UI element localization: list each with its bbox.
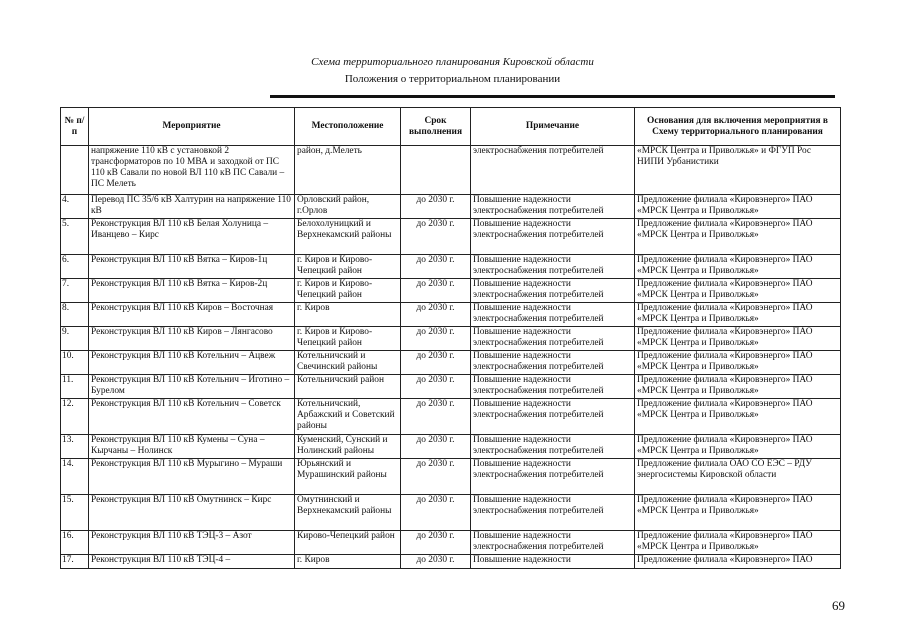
location-cell: г. Киров и Кирово-Чепецкий район — [295, 327, 401, 351]
row-number: 7. — [61, 279, 89, 303]
basis-cell: Предложение филиала «Кировэнерго» ПАО «МРСК Центра и Приволжья» — [635, 351, 841, 375]
column-header-note: Примечание — [471, 108, 635, 146]
row-number: 13. — [61, 435, 89, 459]
term-cell: до 2030 г. — [401, 531, 471, 555]
table-row — [61, 219, 841, 255]
note-cell: Повышение надежности электроснабжения потребителей — [471, 495, 635, 531]
basis-cell: Предложение филиала «Кировэнерго» ПАО «МРСК Центра и Приволжья» — [635, 399, 841, 435]
basis-cell: Предложение филиала «Кировэнерго» ПАО «МРСК Центра и Приволжья» — [635, 495, 841, 531]
column-header-event: Мероприятие — [89, 108, 295, 146]
row-number: 11. — [61, 375, 89, 399]
basis-cell: Предложение филиала «Кировэнерго» ПАО «МРСК Центра и Приволжья» — [635, 303, 841, 327]
term-cell: до 2030 г. — [401, 327, 471, 351]
event-cell: Реконструкция ВЛ 110 кВ Котельнич – Иготино – Бурелом — [89, 375, 295, 399]
page-number: 69 — [832, 598, 845, 613]
location-cell: г. Киров и Кирово-Чепецкий район — [295, 255, 401, 279]
term-cell: до 2030 г. — [401, 459, 471, 495]
location-cell: Омутнинский и Верхнекамский районы — [295, 495, 401, 531]
event-cell: Реконструкция ВЛ 110 кВ Вятка – Киров-1ц — [89, 255, 295, 279]
table-row — [61, 531, 841, 555]
table-row — [61, 255, 841, 279]
note-cell: Повышение надежности электроснабжения потребителей — [471, 375, 635, 399]
table-row — [61, 435, 841, 459]
event-cell: Реконструкция ВЛ 110 кВ Омутнинск – Кирс — [89, 495, 295, 531]
event-cell: Реконструкция ВЛ 110 кВ Котельнич – Ацвеж — [89, 351, 295, 375]
row-number: 10. — [61, 351, 89, 375]
column-header-number: № п/п — [61, 108, 89, 146]
note-cell: Повышение надежности электроснабжения потребителей — [471, 303, 635, 327]
column-header-term: Срок выполнения — [401, 108, 471, 146]
basis-cell: Предложение филиала «Кировэнерго» ПАО «МРСК Центра и Приволжья» — [635, 255, 841, 279]
event-cell: Перевод ПС 35/6 кВ Халтурин на напряжение 110 кВ — [89, 195, 295, 219]
table-row — [61, 375, 841, 399]
header-rule — [270, 95, 835, 98]
location-cell: Куменский, Сунский и Нолинский районы — [295, 435, 401, 459]
location-cell: г. Киров и Кирово-Чепецкий район — [295, 279, 401, 303]
location-cell: Котельничский, Арбажский и Советский районы — [295, 399, 401, 435]
term-cell: до 2030 г. — [401, 195, 471, 219]
basis-cell: Предложение филиала «Кировэнерго» ПАО «МРСК Центра и Приволжья» — [635, 279, 841, 303]
event-cell: напряжение 110 кВ с установкой 2 трансформаторов по 10 МВА и заходкой от ПС 110 кВ Савали по новой ВЛ 110 кВ ПС Савали – ПС Мелеть — [89, 146, 295, 195]
basis-cell: «МРСК Центра и Приволжья» и ФГУП Рос НИПИ Урбанистики — [635, 146, 841, 195]
note-cell: Повышение надежности электроснабжения потребителей — [471, 351, 635, 375]
location-cell: г. Киров — [295, 555, 401, 569]
note-cell: Повышение надежности электроснабжения потребителей — [471, 219, 635, 255]
note-cell: Повышение надежности электроснабжения потребителей — [471, 195, 635, 219]
document-subtitle: Положения о территориальном планировании — [344, 73, 561, 85]
note-cell: Повышение надежности — [471, 555, 635, 569]
note-cell: Повышение надежности электроснабжения потребителей — [471, 279, 635, 303]
term-cell: до 2030 г. — [401, 303, 471, 327]
row-number: 4. — [61, 195, 89, 219]
measures-table — [60, 107, 841, 569]
basis-cell: Предложение филиала «Кировэнерго» ПАО «МРСК Центра и Приволжья» — [635, 375, 841, 399]
location-cell: Юрьянский и Мурашинский районы — [295, 459, 401, 495]
row-number: 8. — [61, 303, 89, 327]
note-cell: Повышение надежности электроснабжения потребителей — [471, 459, 635, 495]
row-number: 15. — [61, 495, 89, 531]
note-cell: электроснабжения потребителей — [471, 146, 635, 195]
table-row — [61, 399, 841, 435]
note-cell: Повышение надежности электроснабжения потребителей — [471, 435, 635, 459]
event-cell: Реконструкция ВЛ 110 кВ Кумены – Суна – Кырчаны – Нолинск — [89, 435, 295, 459]
table-row — [61, 146, 841, 195]
column-header-location: Местоположение — [295, 108, 401, 146]
basis-cell: Предложение филиала «Кировэнерго» ПАО — [635, 555, 841, 569]
basis-cell: Предложение филиала «Кировэнерго» ПАО «МРСК Центра и Приволжья» — [635, 435, 841, 459]
event-cell: Реконструкция ВЛ 110 кВ Киров – Восточная — [89, 303, 295, 327]
row-number: 6. — [61, 255, 89, 279]
table-row — [61, 459, 841, 495]
page-header — [0, 55, 905, 86]
location-cell: Котельничский район — [295, 375, 401, 399]
location-cell: Котельничский и Свечинский районы — [295, 351, 401, 375]
row-number: 16. — [61, 531, 89, 555]
table-header-row — [61, 108, 841, 146]
term-cell: до 2030 г. — [401, 219, 471, 255]
location-cell: Орловский район, г.Орлов — [295, 195, 401, 219]
table-row — [61, 279, 841, 303]
row-number: 9. — [61, 327, 89, 351]
row-number: 5. — [61, 219, 89, 255]
table-row — [61, 303, 841, 327]
table-row — [61, 351, 841, 375]
event-cell: Реконструкция ВЛ 110 кВ Вятка – Киров-2ц — [89, 279, 295, 303]
term-cell: до 2030 г. — [401, 375, 471, 399]
event-cell: Реконструкция ВЛ 110 кВ ТЭЦ-3 – Азот — [89, 531, 295, 555]
event-cell: Реконструкция ВЛ 110 кВ Белая Холуница – Иванцево – Кирс — [89, 219, 295, 255]
basis-cell: Предложение филиала ОАО СО ЕЭС – РДУ энергосистемы Кировской области — [635, 459, 841, 495]
note-cell: Повышение надежности электроснабжения потребителей — [471, 255, 635, 279]
table-row — [61, 555, 841, 569]
term-cell: до 2030 г. — [401, 399, 471, 435]
basis-cell: Предложение филиала «Кировэнерго» ПАО «МРСК Центра и Приволжья» — [635, 327, 841, 351]
table-row — [61, 495, 841, 531]
event-cell: Реконструкция ВЛ 110 кВ Котельнич – Советск — [89, 399, 295, 435]
location-cell: Белохолуницкий и Верхнекамский районы — [295, 219, 401, 255]
basis-cell: Предложение филиала «Кировэнерго» ПАО «МРСК Центра и Приволжья» — [635, 219, 841, 255]
event-cell: Реконструкция ВЛ 110 кВ Мурыгино – Мураши — [89, 459, 295, 495]
location-cell: район, д.Мелеть — [295, 146, 401, 195]
term-cell: до 2030 г. — [401, 279, 471, 303]
row-number: 17. — [61, 555, 89, 569]
row-number: 12. — [61, 399, 89, 435]
column-header-basis: Основания для включения мероприятия в Схему территориального планирования — [635, 108, 841, 146]
basis-cell: Предложение филиала «Кировэнерго» ПАО «МРСК Центра и Приволжья» — [635, 531, 841, 555]
note-cell: Повышение надежности электроснабжения потребителей — [471, 531, 635, 555]
term-cell: до 2030 г. — [401, 555, 471, 569]
table-row — [61, 195, 841, 219]
location-cell: Кирово-Чепецкий район — [295, 531, 401, 555]
term-cell: до 2030 г. — [401, 495, 471, 531]
note-cell: Повышение надежности электроснабжения потребителей — [471, 399, 635, 435]
term-cell: до 2030 г. — [401, 255, 471, 279]
event-cell: Реконструкция ВЛ 110 кВ ТЭЦ-4 – — [89, 555, 295, 569]
row-number: 14. — [61, 459, 89, 495]
term-cell: до 2030 г. — [401, 435, 471, 459]
document-title: Схема территориального планирования Кировской области — [311, 56, 594, 68]
term-cell: до 2030 г. — [401, 351, 471, 375]
table-row — [61, 327, 841, 351]
row-number — [61, 146, 89, 195]
basis-cell: Предложение филиала «Кировэнерго» ПАО «МРСК Центра и Приволжья» — [635, 195, 841, 219]
event-cell: Реконструкция ВЛ 110 кВ Киров – Лянгасово — [89, 327, 295, 351]
location-cell: г. Киров — [295, 303, 401, 327]
term-cell — [401, 146, 471, 195]
table-body — [61, 146, 841, 569]
note-cell: Повышение надежности электроснабжения потребителей — [471, 327, 635, 351]
